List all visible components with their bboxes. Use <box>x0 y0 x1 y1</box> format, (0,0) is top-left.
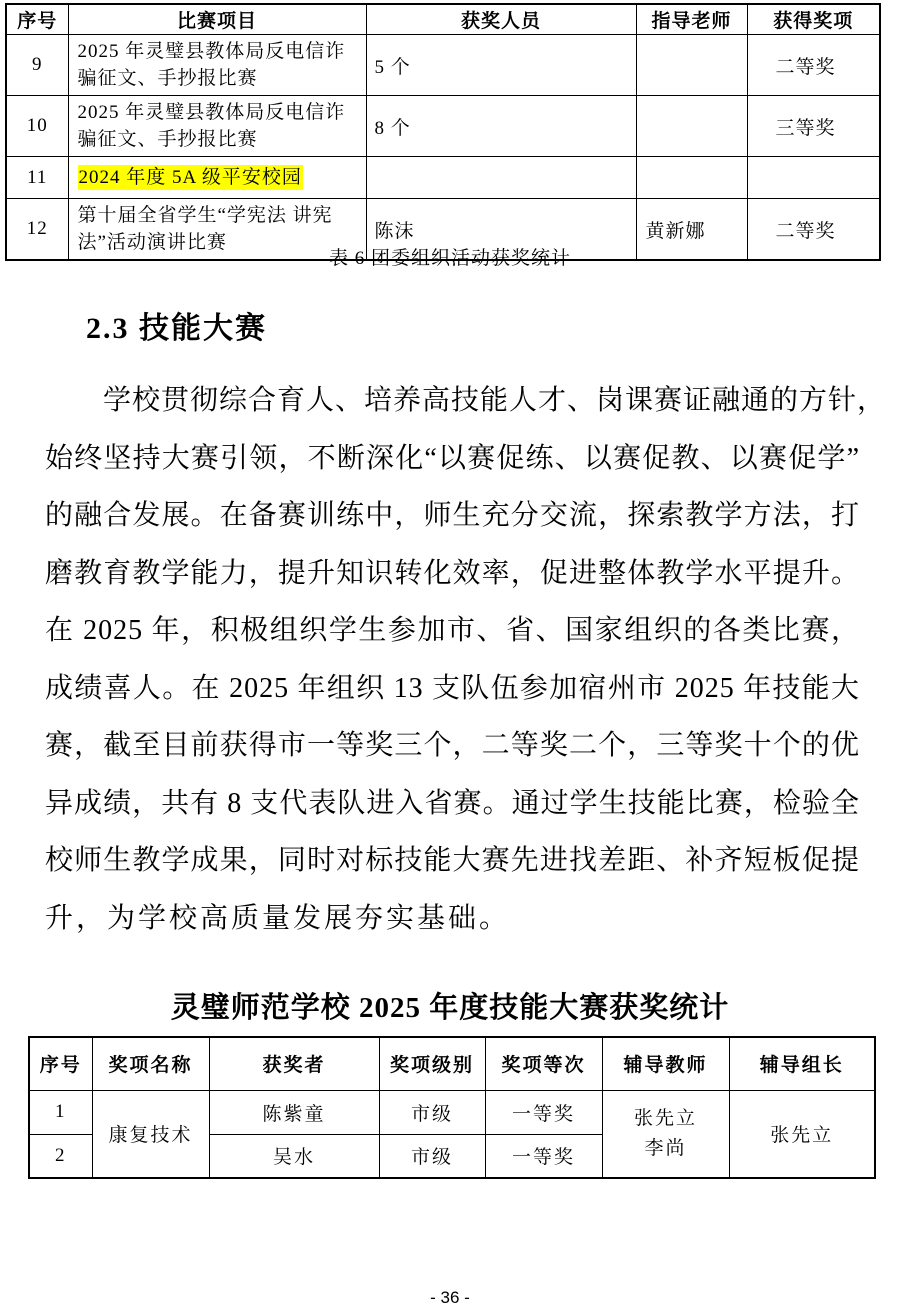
table-header-row <box>6 4 880 35</box>
highlighted-text: 2024 年度 5A 级平安校园 <box>78 167 302 188</box>
paragraph-line: 异成绩，共有 8 支代表队进入省赛。通过学生技能比赛，检验全 <box>45 787 860 819</box>
cell-award-rank: 一等奖 <box>485 1090 602 1134</box>
paragraph-line: 在 2025 年，积极组织学生参加市、省、国家组织的各类比赛， <box>45 615 860 646</box>
cell-serial-no: 12 <box>6 199 68 261</box>
section-heading: 2.3 技能大赛 <box>86 312 267 345</box>
cell-award-rank: 一等奖 <box>485 1134 602 1178</box>
cell-serial-no: 2 <box>29 1134 92 1178</box>
cell-serial-no: 10 <box>6 96 68 157</box>
paragraph-line: 磨教育教学能力，提升知识转化效率，促进整体教学水平提升。 <box>45 557 860 589</box>
cell-award: 三等奖 <box>747 96 880 157</box>
header-competition: 比赛项目 <box>68 4 366 35</box>
cell-winners: 陈沫 <box>366 199 636 261</box>
cell-competition: 第十届全省学生“学宪法 讲宪法”活动演讲比赛 <box>68 199 366 261</box>
header-award-name: 奖项名称 <box>92 1037 209 1090</box>
coach-name: 张先立 <box>633 1107 697 1129</box>
cell-teacher <box>636 35 747 96</box>
paragraph-line: 的融合发展。在备赛训练中，师生充分交流，探索教学方法，打 <box>45 500 860 531</box>
cell-award-level: 市级 <box>379 1134 485 1178</box>
committee-awards-table <box>5 3 881 261</box>
cell-teacher <box>636 96 747 157</box>
cell-winners: 8 个 <box>366 96 636 157</box>
cell-serial-no: 1 <box>29 1090 92 1134</box>
cell-award-name-merged: 康复技术 <box>92 1090 209 1178</box>
paragraph-line: 学校贯彻综合育人、培养高技能人才、岗课赛证融通的方针， <box>103 385 887 416</box>
cell-teacher <box>636 157 747 199</box>
cell-winner: 陈紫童 <box>209 1090 379 1134</box>
cell-winner: 吴水 <box>209 1134 379 1178</box>
body-paragraph <box>45 372 887 947</box>
header-group-leader: 辅导组长 <box>729 1037 875 1090</box>
header-award: 获得奖项 <box>747 4 880 35</box>
paragraph-line: 始终坚持大赛引领，不断深化“以赛促练、以赛促教、以赛促学” <box>45 442 860 474</box>
cell-award: 二等奖 <box>747 199 880 261</box>
header-award-level: 奖项级别 <box>379 1037 485 1090</box>
header-winners: 获奖人员 <box>366 4 636 35</box>
cell-teacher: 黄新娜 <box>636 199 747 261</box>
cell-serial-no: 11 <box>6 157 68 199</box>
table-row <box>29 1090 875 1134</box>
page-number: - 36 - <box>430 1288 470 1307</box>
table-caption: 表 6 团委组织活动获奖统计 <box>328 248 571 269</box>
header-award-rank: 奖项等次 <box>485 1037 602 1090</box>
skills-awards-table <box>28 1036 876 1179</box>
table-row <box>6 96 880 157</box>
cell-award-level: 市级 <box>379 1090 485 1134</box>
table-row <box>6 157 880 199</box>
paragraph-line: 赛，截至目前获得市一等奖三个，二等奖二个，三等奖十个的优 <box>45 730 860 761</box>
header-teacher: 指导老师 <box>636 4 747 35</box>
table-row <box>6 35 880 96</box>
skills-table-title: 灵璧师范学校 2025 年度技能大赛获奖统计 <box>170 992 730 1024</box>
header-serial-no: 序号 <box>6 4 68 35</box>
cell-competition-highlighted <box>68 157 366 199</box>
cell-winners <box>366 157 636 199</box>
cell-award <box>747 157 880 199</box>
cell-competition: 2025 年灵璧县教体局反电信诈骗征文、手抄报比赛 <box>68 35 366 96</box>
paragraph-line: 成绩喜人。在 2025 年组织 13 支队伍参加宿州市 2025 年技能大 <box>45 672 860 704</box>
cell-serial-no: 9 <box>6 35 68 96</box>
paragraph-line: 校师生教学成果，同时对标技能大赛先进找差距、补齐短板促提 <box>45 845 860 876</box>
paragraph-line: 升，为学校高质量发展夯实基础。 <box>45 902 511 934</box>
cell-award: 二等奖 <box>747 35 880 96</box>
coach-name: 李尚 <box>644 1137 687 1159</box>
cell-winners: 5 个 <box>366 35 636 96</box>
cell-coach-merged <box>602 1090 729 1178</box>
cell-competition: 2025 年灵璧县教体局反电信诈骗征文、手抄报比赛 <box>68 96 366 157</box>
header-coach: 辅导教师 <box>602 1037 729 1090</box>
header-winner: 获奖者 <box>209 1037 379 1090</box>
table-header-row <box>29 1037 875 1090</box>
header-serial-no: 序号 <box>29 1037 92 1090</box>
cell-group-leader-merged: 张先立 <box>729 1090 875 1178</box>
